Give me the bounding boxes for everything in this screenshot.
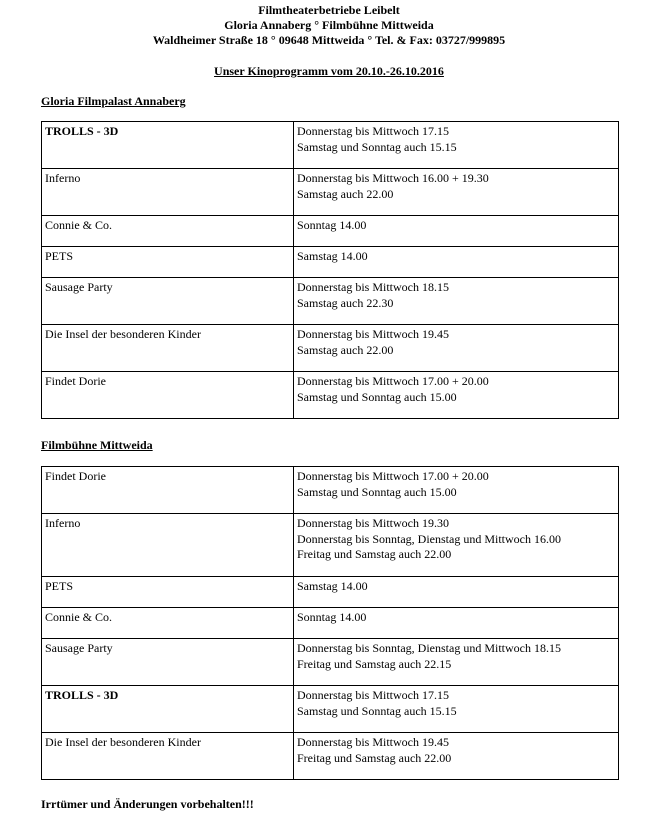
program-date-range: Unser Kinoprogramm vom 20.10.-26.10.2016 xyxy=(214,64,444,78)
film-title-cell xyxy=(42,216,294,247)
table-row xyxy=(42,514,619,577)
showtimes-cell xyxy=(294,608,619,639)
letterhead xyxy=(0,3,658,48)
program-heading xyxy=(0,62,658,80)
film-title: TROLLS - 3D xyxy=(45,688,119,702)
table-row xyxy=(42,608,619,639)
table-row xyxy=(42,122,619,169)
showtimes-cell xyxy=(294,686,619,733)
table-row xyxy=(42,372,619,419)
showtime-line: Donnerstag bis Sonntag, Dienstag und Mittwoch 16.00 xyxy=(297,531,561,546)
showtime-line: Donnerstag bis Mittwoch 16.00 + 19.30 xyxy=(297,171,489,185)
showtimes-cell xyxy=(294,247,619,278)
showtime-line: Donnerstag bis Mittwoch 19.30 xyxy=(297,516,449,530)
film-title: Inferno xyxy=(45,516,81,530)
table-row xyxy=(42,467,619,514)
film-title-cell xyxy=(42,122,294,169)
section-title-mittweida: Filmbühne Mittweida xyxy=(41,438,153,452)
company-name: Filmtheaterbetriebe Leibelt xyxy=(258,3,400,17)
film-title: Die Insel der besonderen Kinder xyxy=(45,327,201,341)
showtime-line: Samstag auch 22.00 xyxy=(297,186,394,201)
film-title-cell xyxy=(42,467,294,514)
showtime-line: Samstag 14.00 xyxy=(297,249,368,263)
film-title: Connie & Co. xyxy=(45,610,113,624)
schedule-table-annaberg xyxy=(41,121,619,419)
address-contact: Waldheimer Straße 18 ° 09648 Mittweida ° Tel. & Fax: 03727/999895 xyxy=(152,33,506,47)
film-title: PETS xyxy=(45,579,74,593)
showtime-line: Sonntag 14.00 xyxy=(297,218,367,232)
table-row xyxy=(42,325,619,372)
table-row xyxy=(42,247,619,278)
film-title-cell xyxy=(42,577,294,608)
film-title: Inferno xyxy=(45,171,81,185)
showtime-line: Samstag und Sonntag auch 15.00 xyxy=(297,389,457,404)
film-title-cell xyxy=(42,278,294,325)
showtime-line: Sonntag 14.00 xyxy=(297,610,367,624)
showtimes-cell xyxy=(294,467,619,514)
film-title: Sausage Party xyxy=(45,280,113,294)
showtimes-cell xyxy=(294,514,619,577)
showtime-line: Donnerstag bis Mittwoch 18.15 xyxy=(297,280,449,294)
film-title-cell xyxy=(42,169,294,216)
film-title: Die Insel der besonderen Kinder xyxy=(45,735,201,749)
showtimes-cell xyxy=(294,577,619,608)
showtime-line: Samstag und Sonntag auch 15.15 xyxy=(297,139,457,154)
showtimes-cell xyxy=(294,325,619,372)
film-title-cell xyxy=(42,372,294,419)
film-title-cell xyxy=(42,639,294,686)
showtime-line: Donnerstag bis Mittwoch 17.00 + 20.00 xyxy=(297,374,489,388)
film-title: Sausage Party xyxy=(45,641,113,655)
showtime-line: Samstag 14.00 xyxy=(297,579,368,593)
showtime-line: Donnerstag bis Mittwoch 17.00 + 20.00 xyxy=(297,469,489,483)
film-title: TROLLS - 3D xyxy=(45,124,119,138)
schedule-table-mittweida xyxy=(41,466,619,780)
showtimes-cell xyxy=(294,372,619,419)
showtime-line: Freitag und Samstag auch 22.00 xyxy=(297,547,452,561)
showtimes-cell xyxy=(294,733,619,780)
table-row xyxy=(42,169,619,216)
showtime-line: Donnerstag bis Sonntag, Dienstag und Mittwoch 18.15 xyxy=(297,641,561,655)
section-title-annaberg: Gloria Filmpalast Annaberg xyxy=(41,94,186,108)
table-row xyxy=(42,733,619,780)
film-title: Findet Dorie xyxy=(45,374,106,388)
film-title-cell xyxy=(42,247,294,278)
showtime-line: Samstag und Sonntag auch 15.15 xyxy=(297,703,457,718)
film-title-cell xyxy=(42,686,294,733)
table-row xyxy=(42,278,619,325)
table-row xyxy=(42,686,619,733)
showtime-line: Freitag und Samstag auch 22.00 xyxy=(297,750,452,765)
showtimes-cell xyxy=(294,216,619,247)
film-title-cell xyxy=(42,608,294,639)
table-row xyxy=(42,639,619,686)
showtime-line: Donnerstag bis Mittwoch 17.15 xyxy=(297,124,449,138)
showtimes-cell xyxy=(294,169,619,216)
showtime-line: Samstag auch 22.30 xyxy=(297,295,394,310)
film-title: Findet Dorie xyxy=(45,469,106,483)
film-title: Connie & Co. xyxy=(45,218,113,232)
showtimes-cell xyxy=(294,639,619,686)
showtime-line: Samstag auch 22.00 xyxy=(297,342,394,357)
table-row xyxy=(42,216,619,247)
film-title-cell xyxy=(42,733,294,780)
film-title-cell xyxy=(42,325,294,372)
showtimes-cell xyxy=(294,122,619,169)
showtime-line: Donnerstag bis Mittwoch 19.45 xyxy=(297,327,449,341)
cinema-names: Gloria Annaberg ° Filmbühne Mittweida xyxy=(224,18,434,32)
showtime-line: Donnerstag bis Mittwoch 17.15 xyxy=(297,688,449,702)
film-title: PETS xyxy=(45,249,74,263)
showtime-line: Samstag und Sonntag auch 15.00 xyxy=(297,484,457,499)
film-title-cell xyxy=(42,514,294,577)
showtimes-cell xyxy=(294,278,619,325)
showtime-line: Freitag und Samstag auch 22.15 xyxy=(297,656,452,671)
table-row xyxy=(42,577,619,608)
showtime-line: Donnerstag bis Mittwoch 19.45 xyxy=(297,735,449,749)
disclaimer: Irrtümer und Änderungen vorbehalten!!! xyxy=(41,797,254,811)
